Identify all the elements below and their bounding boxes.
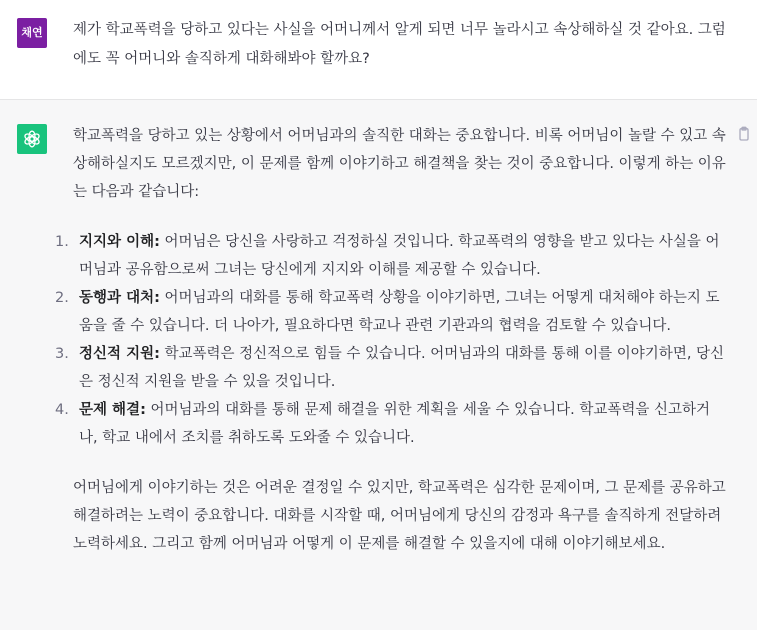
list-item bbox=[55, 396, 728, 452]
list-term: 정신적 지원: bbox=[79, 346, 160, 362]
list-number: 2. bbox=[55, 290, 69, 306]
assistant-avatar bbox=[17, 124, 47, 154]
openai-logo-icon bbox=[22, 129, 42, 149]
list-term: 문제 해결: bbox=[79, 402, 146, 418]
list-item bbox=[55, 228, 728, 284]
assistant-closing: 어머님에게 이야기하는 것은 어려운 결정일 수 있지만, 학교폭력은 심각한 문제이며, 그 문제를 공유하고 해결하려는 노력이 중요합니다. 대화를 시작할 때, 어머님에게 당신의 감정과 욕구를 솔직하게 전달하려 노력하세요. 그리고 함께 어머님과 어떻게 이 문제를 해결할 수 있을지에 대해 이야기해보세요. bbox=[73, 480, 726, 552]
list-number: 1. bbox=[55, 234, 69, 250]
assistant-message-content bbox=[55, 122, 728, 558]
assistant-message bbox=[0, 100, 757, 630]
list-term: 동행과 대처: bbox=[79, 290, 160, 306]
list-item bbox=[55, 284, 728, 340]
user-avatar: 채연 bbox=[17, 18, 47, 48]
list-text: 학교폭력은 정신적으로 힘들 수 있습니다. 어머님과의 대화를 통해 이를 이야기하면, 당신은 정신적 지원을 받을 수 있을 것입니다. bbox=[79, 346, 725, 390]
clipboard-icon[interactable] bbox=[736, 126, 752, 142]
list-number: 3. bbox=[55, 346, 69, 362]
user-message bbox=[0, 0, 757, 100]
user-message-text: 제가 학교폭력을 당하고 있다는 사실을 어머니께서 알게 되면 너무 놀라시고 속상해하실 것 같아요. 그럼에도 꼭 어머니와 솔직하게 대화해봐야 할까요? bbox=[73, 22, 726, 67]
list-text: 어머님은 당신을 사랑하고 걱정하실 것입니다. 학교폭력의 영향을 받고 있다는 사실을 어머님과 공유함으로써 그녀는 당신에게 지지와 이해를 제공할 수 있습니다. bbox=[79, 234, 720, 278]
list-item bbox=[55, 340, 728, 396]
list-number: 4. bbox=[55, 402, 69, 418]
list-text: 어머님과의 대화를 통해 문제 해결을 위한 계획을 세울 수 있습니다. 학교폭력을 신고하거나, 학교 내에서 조치를 취하도록 도와줄 수 있습니다. bbox=[79, 402, 711, 446]
reason-list bbox=[55, 228, 728, 452]
list-term: 지지와 이해: bbox=[79, 234, 160, 250]
assistant-intro: 학교폭력을 당하고 있는 상황에서 어머님과의 솔직한 대화는 중요합니다. 비록 어머님이 놀랄 수 있고 속상해하실지도 모르겠지만, 이 문제를 함께 이야기하고 해결책을 찾는 것이 중요합니다. 이렇게 하는 이유는 다음과 같습니다: bbox=[73, 128, 726, 200]
list-text: 어머님과의 대화를 통해 학교폭력 상황을 이야기하면, 그녀는 어떻게 대처해야 하는지 도움을 줄 수 있습니다. 더 나아가, 필요하다면 학교나 관련 기관과의 협력을 검토할 수 있습니다. bbox=[79, 290, 720, 334]
